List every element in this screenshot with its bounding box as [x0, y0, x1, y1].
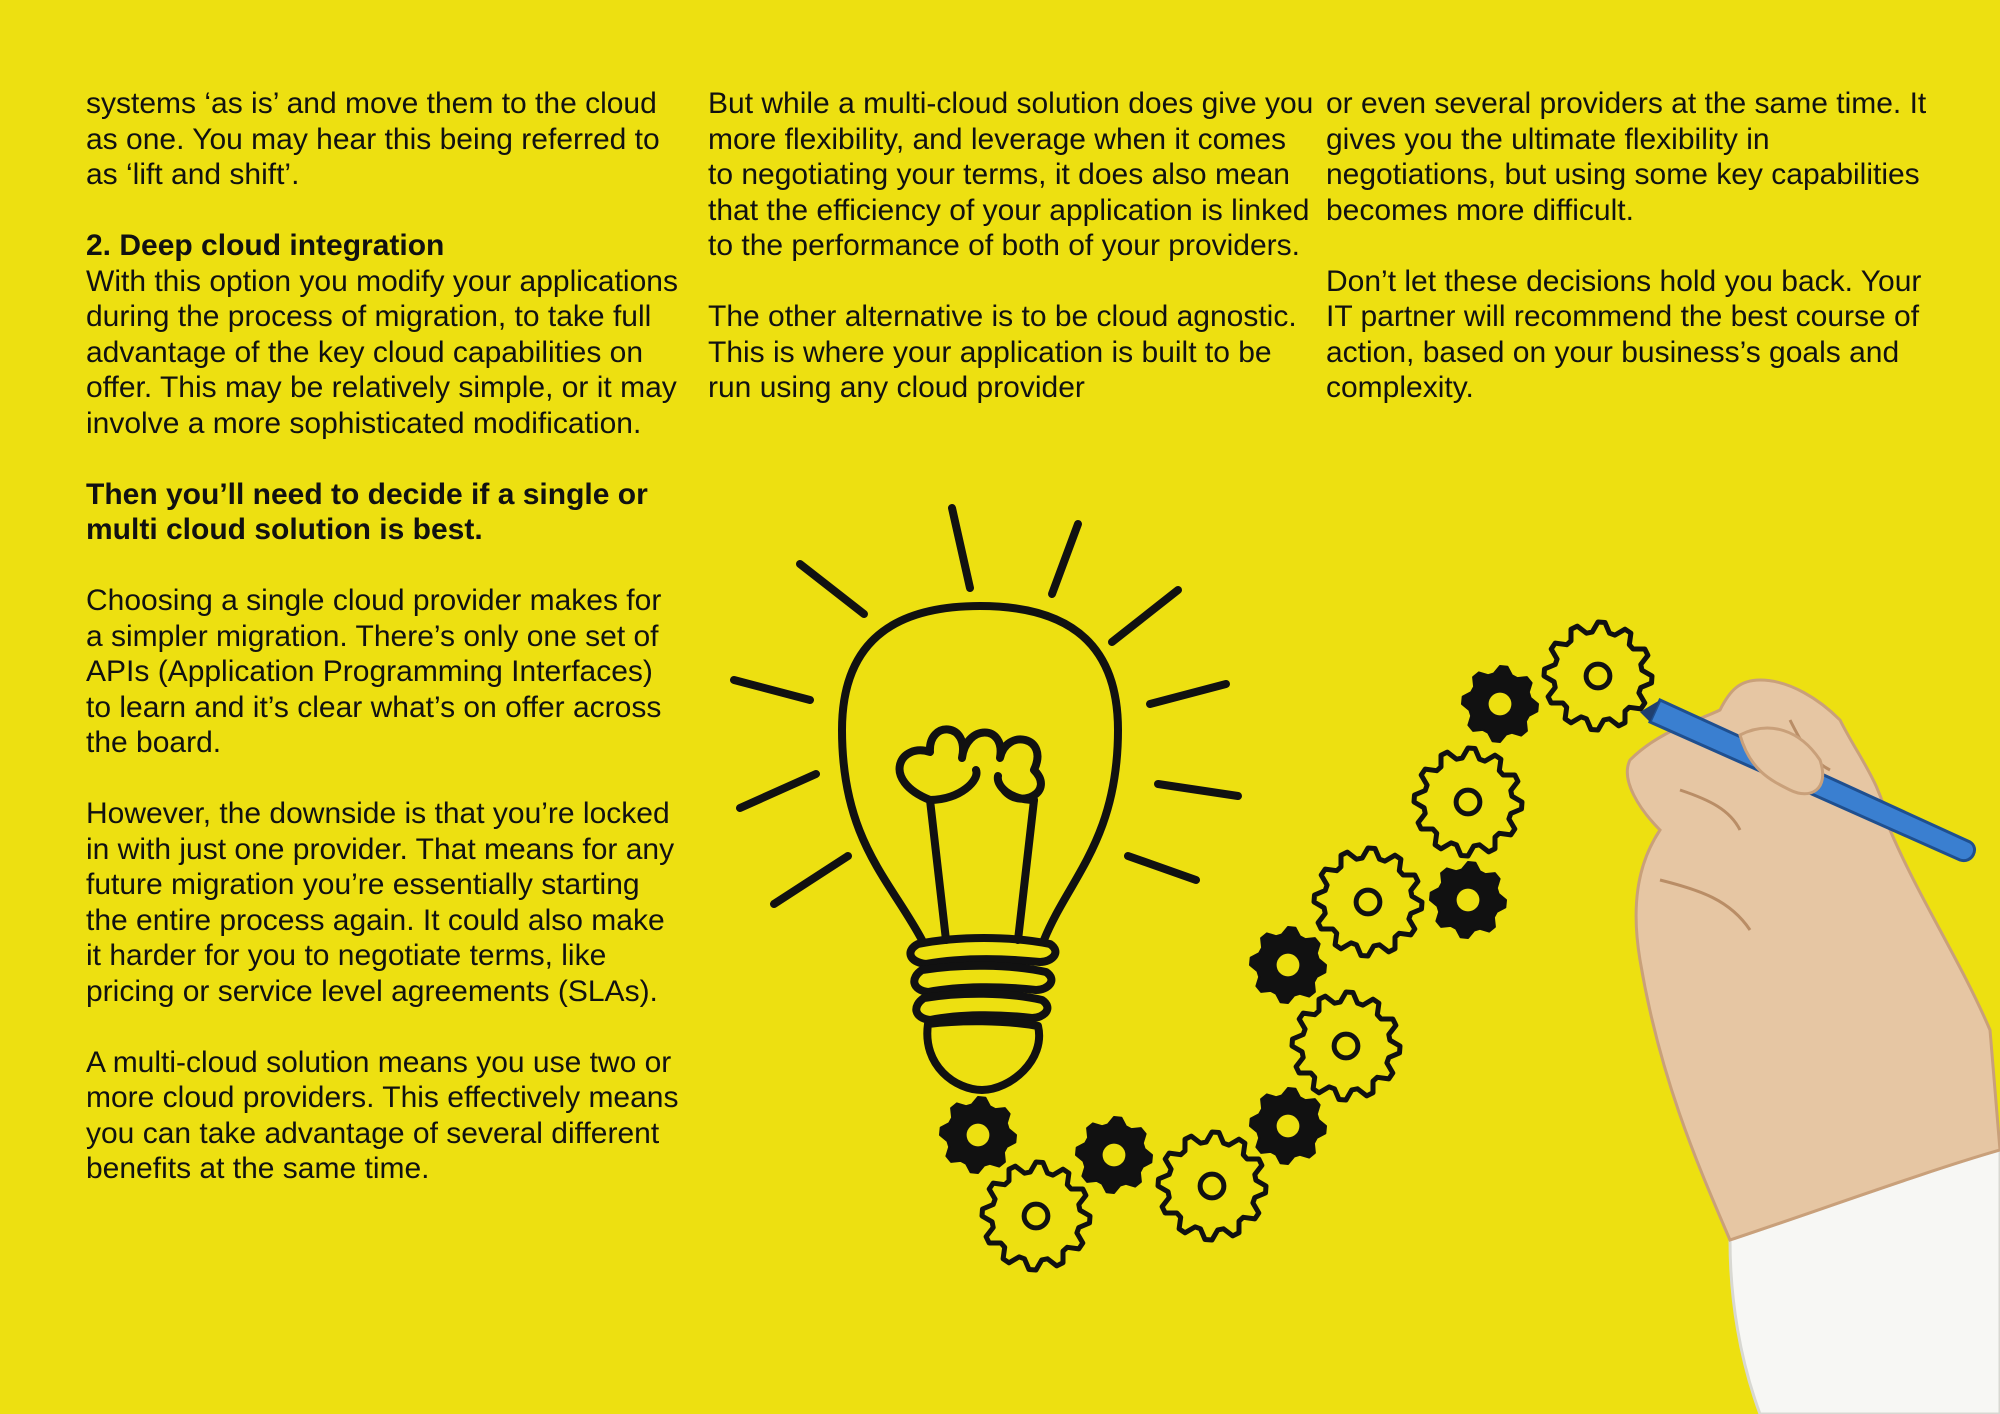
gear-icon [1430, 862, 1506, 938]
decision-heading: Then you’ll need to decide if a single or multi cloud solution is best. [86, 477, 648, 546]
gear-icon [1314, 848, 1422, 956]
gear-icon [1076, 1117, 1152, 1193]
gear-icon [1292, 992, 1400, 1100]
gear-icon [1544, 622, 1652, 730]
continuation-paragraph: or even several providers at the same time. It gives you the ultimate flexibility in negotiations, but using some key capabilities becomes more difficult. [1326, 87, 1927, 227]
gear-icon [1462, 666, 1538, 742]
agnostic-paragraph: The other alternative is to be cloud agnostic. This is where your application is built to be run using any cloud provider [708, 300, 1297, 404]
lightbulb-icon [734, 508, 1238, 1090]
multi-cloud-paragraph: A multi-cloud solution means you use two or more cloud providers. This effectively means you can take advantage of several different benefits at the same time. [86, 1045, 679, 1185]
single-cloud-paragraph: Choosing a single cloud provider makes for a simpler migration. There’s only one set of APIs (Application Programming Interfaces) to learn and it’s clear what’s on offer across the board. [86, 584, 662, 759]
gear-icon [982, 1162, 1090, 1270]
closing-paragraph: Don’t let these decisions hold you back. Your IT partner will recommend the best course of action, based on your business’s goals and complexity. [1326, 264, 1922, 404]
gear-icon [1250, 1088, 1326, 1164]
gear-icon [940, 1097, 1016, 1173]
gear-icon [1158, 1132, 1266, 1240]
hand-with-marker [1627, 680, 2000, 1414]
section-2-heading: 2. Deep cloud integration [86, 229, 445, 262]
flexibility-paragraph: But while a multi-cloud solution does give you more flexibility, and leverage when it comes to negotiating your terms, it does also mean that the efficiency of your application is linked to the performance of both of your providers. [708, 87, 1314, 262]
gear-icon [1414, 748, 1522, 856]
gear-icon [1250, 927, 1326, 1003]
downside-paragraph: However, the downside is that you’re locked in with just one provider. That means for any future migration you’re essentially starting the entire process again. It could also make it harder for you to negotiate terms, like pricing or service level agreements (SLAs). [86, 797, 675, 1008]
section-2-body: With this option you modify your applications during the process of migration, to take full advantage of the key cloud capabilities on offer. This may be relatively simple, or it may involve a more sophisticated modification. [86, 264, 678, 440]
intro-paragraph: systems ‘as is’ and move them to the cloud as one. You may hear this being referred to as ‘lift and shift’. [86, 87, 660, 191]
